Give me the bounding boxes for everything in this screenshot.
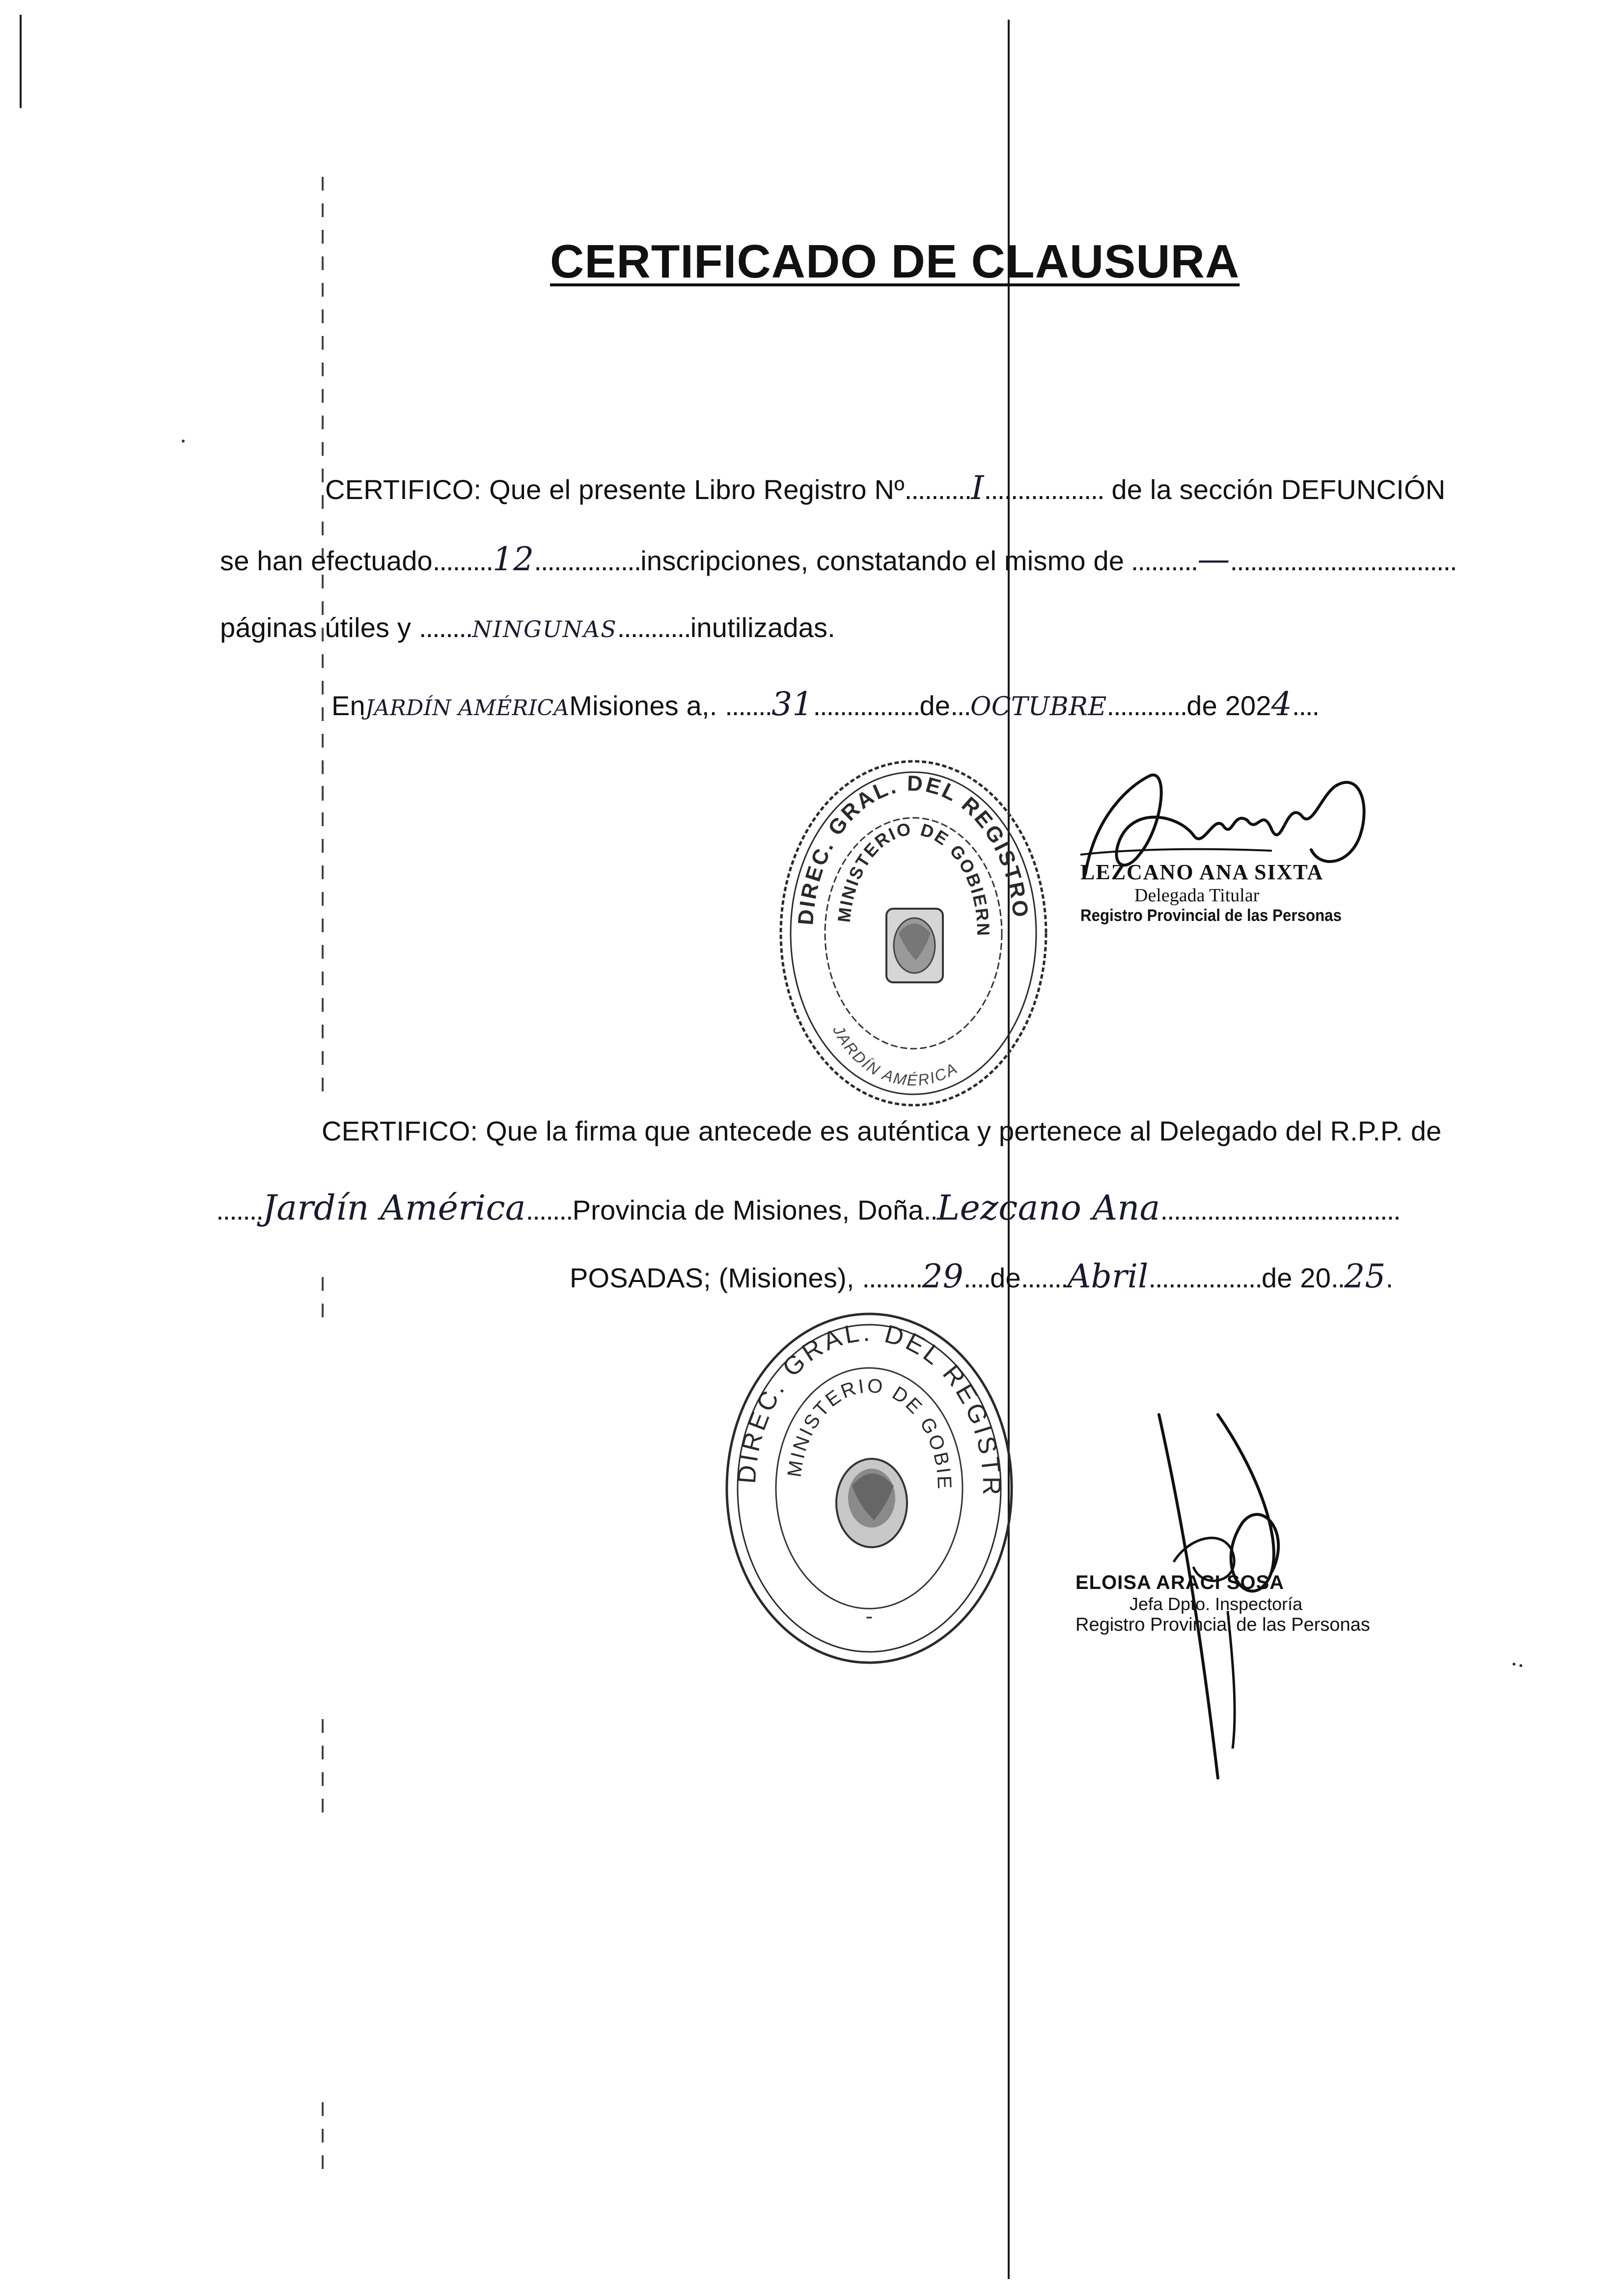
static-text: POSADAS; (Misiones),: [570, 1262, 862, 1293]
scan-speck: [1513, 1663, 1515, 1666]
dots-leader: .......: [216, 1195, 263, 1225]
certifico-firma-line-1: CERTIFICO: Que la firma que antecede es auténtica y pertenece al Delegado del R.P.P. de: [322, 1115, 1442, 1146]
margin-dashed-rule: [322, 786, 324, 1104]
margin-dashed-rule: [322, 1277, 324, 1330]
dots-leader: ...: [950, 690, 970, 721]
official-seal-stamp: [776, 756, 1051, 1113]
static-text: CERTIFICO: Que el presente Libro Registro Nº: [325, 474, 905, 505]
static-text: Provincia de Misiones, Doña: [572, 1195, 924, 1225]
static-text: de: [919, 690, 951, 721]
static-text: Misiones a,.: [569, 690, 725, 721]
month-handwritten: Abril: [1067, 1257, 1149, 1295]
svg-text:-: -: [865, 1604, 873, 1628]
static-text: de 20: [1261, 1262, 1331, 1293]
scan-speck: [1519, 1664, 1522, 1667]
seal-outer-text: DIREC. GRAL. DEL REGISTR: [732, 1318, 1006, 1498]
static-text: de 202: [1186, 690, 1271, 721]
dots-leader: ...........: [617, 612, 690, 643]
dots-leader: ..........: [1124, 545, 1198, 576]
signatory-org: Registro Provincial de las Personas: [1075, 1615, 1370, 1635]
month-handwritten: OCTUBRE: [970, 692, 1107, 722]
dots-leader: ............: [1106, 690, 1187, 721]
dots-leader: ........: [418, 612, 472, 643]
dots-leader: ................: [813, 690, 920, 721]
certifico-line-4: [331, 685, 1319, 723]
seal-inner-text: MINISTERIO DE GOBIERN: [833, 818, 994, 938]
signatory-name: LEZCANO ANA SIXTA: [1080, 860, 1324, 884]
scan-edge-mark: [20, 15, 22, 108]
dots-leader: ..: [923, 1195, 937, 1225]
dots-leader: ................: [534, 545, 641, 576]
dots-leader: .................: [1148, 1262, 1262, 1293]
dots-leader: ..................: [984, 474, 1104, 505]
year-suffix-handwritten: 25: [1344, 1257, 1386, 1295]
paginas-handwritten: —: [1197, 540, 1230, 578]
dots-leader: ....: [1292, 690, 1319, 721]
day-handwritten: 29: [922, 1257, 963, 1295]
static-text: de: [990, 1262, 1021, 1293]
inscripciones-count-handwritten: 12: [492, 540, 534, 578]
seal-inner-text: MINISTERIO DE GOBIE: [783, 1374, 956, 1491]
dots-leader: .......: [525, 1195, 573, 1225]
dots-leader: ....................................: [1160, 1195, 1400, 1225]
certifico-line-3: [220, 612, 835, 643]
scan-speck: [182, 440, 185, 443]
static-text: inscripciones, constatando el mismo de: [640, 545, 1125, 576]
margin-dashed-rule: [322, 1719, 324, 1825]
place-handwritten: Jardín América: [262, 1188, 526, 1228]
name-handwritten: Lezcano Ana: [936, 1188, 1160, 1228]
dots-leader: .........: [862, 1262, 922, 1293]
signature-block-1: [1080, 860, 1364, 925]
static-text: se han efectuado: [220, 545, 433, 576]
dots-leader: ..: [1331, 1262, 1345, 1293]
certifico-line-1: [325, 469, 1445, 507]
certifico-firma-line-3: [570, 1257, 1392, 1295]
dots-leader: ....: [963, 1262, 991, 1293]
place-handwritten: JARDÍN AMÉRICA: [365, 696, 570, 721]
certifico-firma-line-2: [216, 1188, 1400, 1228]
dots-leader: .: [1385, 1262, 1393, 1293]
margin-dashed-rule: [322, 177, 324, 813]
seal-outer-text: DIREC. GRAL. DEL REGISTRO: [794, 771, 1033, 926]
official-seal-stamp: [722, 1309, 1017, 1670]
scan-fold-line: [1008, 20, 1010, 2279]
year-digit-handwritten: 4: [1271, 685, 1292, 723]
signatory-role: Delegada Titular: [1134, 885, 1260, 906]
dots-leader: .......: [725, 690, 772, 721]
document-title: CERTIFICADO DE CLAUSURA: [550, 235, 1240, 288]
dots-leader: ..................................: [1230, 545, 1457, 576]
day-handwritten: 31: [771, 685, 813, 723]
certifico-line-2: [220, 540, 1457, 578]
libro-number-handwritten: I: [971, 469, 984, 507]
static-text: páginas útiles y: [220, 612, 419, 643]
signature-block-2: [1075, 1572, 1370, 1636]
static-text: de la sección DEFUNCIÓN: [1103, 474, 1446, 505]
seal-bottom-text: JARDÍN AMÉRICA: [829, 1022, 962, 1089]
margin-dashed-rule: [322, 2102, 324, 2182]
signatory-name: ELOISA ARACI SOSA: [1075, 1572, 1285, 1593]
static-text: inutilizadas.: [690, 612, 835, 643]
signatory-role: Jefa Dpto. Inspectoría: [1129, 1594, 1303, 1614]
dots-leader: .......: [1020, 1262, 1068, 1293]
svg-text:DIREC. GRAL. DEL REGISTRO PROV: [776, 756, 1033, 928]
static-text: En: [331, 690, 365, 721]
dots-leader: ..........: [904, 474, 971, 505]
svg-text:JARDÍN AMÉRICA: [829, 1022, 961, 1089]
dots-leader: .........: [432, 545, 493, 576]
inutilizadas-handwritten: NINGUNAS: [472, 616, 617, 642]
signatory-org: Registro Provincial de las Personas: [1080, 906, 1342, 925]
